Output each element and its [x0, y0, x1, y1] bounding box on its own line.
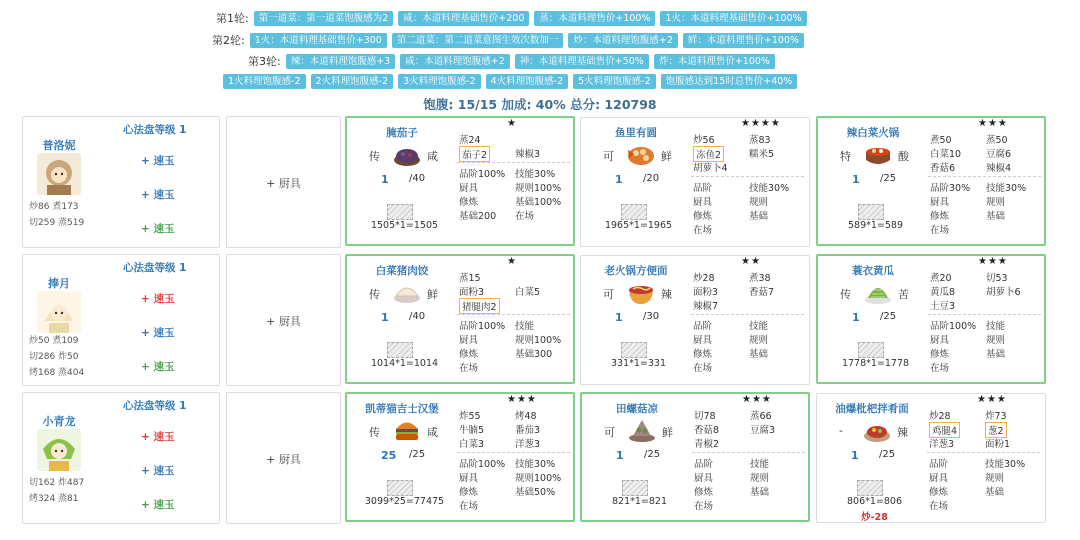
recipe-stars: ★★★: [742, 394, 772, 405]
chef-stats: 切259 蒸519: [29, 218, 85, 228]
recipe-stars: ★★★: [978, 256, 1008, 267]
recipe-requirement: 蒸50: [986, 135, 1008, 146]
recipe-requirement: 香菇7: [749, 287, 775, 298]
recipe-bonus: 修炼: [693, 211, 713, 222]
round-chip: 咸：本道料理饱腹感+2: [400, 54, 510, 69]
add-jade-button[interactable]: + 速玉: [141, 431, 175, 443]
recipe-bonus: 修炼: [459, 487, 479, 498]
add-equipment-button[interactable]: + 厨具: [266, 453, 301, 466]
noodle-icon: [626, 278, 656, 306]
recipe-flavor: 酸: [898, 150, 909, 163]
recipe-price-calc: 1778*1=1778: [841, 358, 910, 369]
recipe-rank: 可: [603, 288, 614, 301]
recipe-requirement: 炒56: [693, 135, 715, 146]
recipe-bonus: 品阶30%: [930, 183, 971, 194]
recipe-placeholder-image: [622, 480, 648, 496]
recipe-limit: /20: [643, 173, 660, 184]
recipe-limit: /30: [643, 311, 660, 322]
recipe-bonus: 技能30%: [515, 169, 556, 180]
recipe-requirement: 蒸66: [750, 411, 772, 422]
recipe-bonus: 在场: [930, 225, 950, 236]
round-chip: 1火：本道料理基础售价+300: [250, 33, 387, 48]
recipe-requirement: 蒸24: [459, 135, 481, 146]
recipe-requirement: 辣椒3: [515, 149, 541, 160]
chef-stats: 炒86 煮173: [29, 202, 79, 212]
recipe-name[interactable]: 腌茄子: [386, 127, 418, 139]
chef-stats: 切162 炸487: [29, 478, 85, 488]
pickled-eggplant-icon: [392, 140, 422, 168]
recipe-bonus: 技能: [515, 321, 535, 332]
chef-avatar[interactable]: [37, 153, 81, 195]
hotpot-icon: [863, 140, 893, 168]
recipe-bonus: 修炼: [694, 487, 714, 498]
recipe-requirement: 辣椒7: [693, 301, 719, 312]
fried-noodle-icon: [862, 416, 892, 444]
recipe-quantity[interactable]: 1: [616, 449, 624, 462]
recipe-requirement: 面粉3: [693, 287, 719, 298]
recipe-card[interactable]: [816, 254, 1046, 384]
recipe-divider: [692, 452, 805, 453]
recipe-requirement: 香菇8: [694, 425, 720, 436]
add-equipment-button[interactable]: + 厨具: [266, 315, 301, 328]
recipe-stars: ★: [507, 118, 517, 129]
recipe-rank: 传: [840, 288, 851, 301]
round-chip: 1火料理饱腹感-2: [223, 74, 306, 89]
recipe-requirement: 葱2: [985, 422, 1007, 438]
burger-icon: [392, 416, 422, 444]
add-jade-button[interactable]: + 速玉: [141, 327, 175, 339]
recipe-requirement: 煮50: [930, 135, 952, 146]
recipe-bonus: 基础: [749, 349, 769, 360]
recipe-bonus: 在场: [930, 363, 950, 374]
recipe-limit: /40: [409, 173, 426, 184]
chef-stats: 炒50 煮109: [29, 336, 79, 346]
recipe-bonus: 厨具: [459, 473, 479, 484]
recipe-bonus: 基础50%: [515, 487, 556, 498]
chef-stats: 烤168 蒸404: [29, 368, 85, 378]
recipe-divider: [691, 314, 804, 315]
recipe-price-calc: 3099*25=77475: [364, 496, 445, 507]
chef-card: [22, 392, 220, 524]
skill-disk-level[interactable]: 心法盘等级 1: [123, 400, 187, 412]
recipe-flavor: 鲜: [662, 426, 673, 439]
recipe-requirement: 洋葱3: [515, 439, 541, 450]
recipe-bonus: 在场: [929, 501, 949, 512]
fish-ball-icon: [626, 140, 656, 168]
round-row: [216, 10, 807, 26]
recipe-requirement: 豆腐3: [750, 425, 776, 436]
recipe-bonus: 修炼: [929, 487, 949, 498]
recipe-price-calc: 821*1=821: [611, 496, 668, 507]
recipe-requirement: 蒸15: [459, 273, 481, 284]
recipe-quantity[interactable]: 1: [851, 449, 859, 462]
recipe-stars: ★★★: [978, 118, 1008, 129]
recipe-bonus: 技能30%: [986, 183, 1027, 194]
recipe-bonus: 基础: [985, 487, 1005, 498]
recipe-divider: [457, 314, 570, 315]
snail-icon: [627, 416, 657, 444]
recipe-name[interactable]: 鱼里有圆: [615, 127, 657, 139]
recipe-bonus: 厨具: [459, 183, 479, 194]
chef-card: [22, 116, 220, 248]
recipe-bonus: 技能30%: [985, 459, 1026, 470]
recipe-limit: /40: [409, 311, 426, 322]
round-chip: 神：本道料理基础售价+50%: [515, 54, 649, 69]
recipe-limit: /25: [880, 173, 897, 184]
recipe-bonus: 规则: [749, 197, 769, 208]
recipe-bonus: 基础200: [459, 211, 497, 222]
recipe-name[interactable]: 蓑衣黄瓜: [852, 265, 894, 277]
recipe-quantity[interactable]: 1: [852, 173, 860, 186]
equipment-slot[interactable]: [226, 254, 341, 386]
recipe-bonus: 技能: [986, 321, 1006, 332]
recipe-placeholder-image: [387, 480, 413, 496]
recipe-requirement: 辣椒4: [986, 163, 1012, 174]
round-row: [248, 53, 775, 69]
recipe-penalty: 炒-28: [861, 512, 888, 523]
round-chip: 咸：本道料理基础售价+200: [398, 11, 529, 26]
recipe-bonus: 技能: [750, 459, 770, 470]
equipment-slot[interactable]: [226, 392, 341, 524]
round-label: 第1轮:: [216, 12, 249, 25]
recipe-bonus: 厨具: [693, 335, 713, 346]
recipe-bonus: 基础: [749, 211, 769, 222]
recipe-quantity[interactable]: 1: [852, 311, 860, 324]
recipe-requirement: 茄子2: [459, 146, 490, 162]
recipe-placeholder-image: [387, 342, 413, 358]
recipe-flavor: 鲜: [427, 288, 438, 301]
recipe-bonus: 在场: [459, 501, 479, 512]
recipe-price-calc: 589*1=589: [847, 220, 904, 231]
recipe-rank: 传: [369, 426, 380, 439]
recipe-card[interactable]: [345, 254, 575, 384]
recipe-requirement: 胡萝卜6: [986, 287, 1021, 298]
round-chip: 辣：本道料理饱腹感+3: [286, 54, 396, 69]
recipe-bonus: 基础: [986, 211, 1006, 222]
recipe-bonus: 规则: [986, 335, 1006, 346]
cucumber-icon: [863, 278, 893, 306]
recipe-placeholder-image: [858, 342, 884, 358]
add-equipment-button[interactable]: + 厨具: [266, 177, 301, 190]
recipe-name[interactable]: 老火锅方便面: [604, 265, 668, 277]
equipment-slot[interactable]: [226, 116, 341, 248]
recipe-stars: ★: [507, 256, 517, 267]
recipe-card[interactable]: [345, 116, 575, 246]
recipe-requirement: 切53: [986, 273, 1008, 284]
round-label: 第3轮:: [248, 55, 281, 68]
recipe-rank: 传: [369, 150, 380, 163]
recipe-stars: ★★★: [977, 394, 1007, 405]
recipe-flavor: 鲜: [661, 150, 672, 163]
recipe-rank: 特: [840, 150, 851, 163]
recipe-bonus: 厨具: [930, 197, 950, 208]
recipe-divider: [457, 162, 570, 163]
recipe-requirement: 牛腩5: [459, 425, 485, 436]
recipe-card[interactable]: [580, 255, 810, 385]
add-jade-button[interactable]: + 速玉: [141, 155, 175, 167]
recipe-bonus: 基础300: [515, 349, 553, 360]
recipe-quantity[interactable]: 1: [615, 311, 623, 324]
recipe-flavor: 苦: [898, 288, 909, 301]
add-jade-button[interactable]: + 速玉: [141, 499, 175, 511]
recipe-requirement: 烤48: [515, 411, 537, 422]
recipe-requirement: 煮38: [749, 273, 771, 284]
recipe-bonus: 厨具: [459, 335, 479, 346]
recipe-price-calc: 1965*1=1965: [604, 220, 673, 231]
round-chip: 5火料理饱腹感-2: [573, 74, 656, 89]
recipe-requirement: 炒28: [929, 411, 951, 422]
recipe-name[interactable]: 凯蒂猫吉士汉堡: [365, 403, 439, 415]
recipe-bonus: 规则: [986, 197, 1006, 208]
recipe-bonus: 品阶: [693, 321, 713, 332]
recipe-card[interactable]: [580, 392, 810, 522]
chef-stats: 切286 炸50: [29, 352, 79, 362]
recipe-bonus: 修炼: [930, 211, 950, 222]
recipe-requirement: 白菜10: [930, 149, 962, 160]
recipe-bonus: 规则: [750, 473, 770, 484]
chef-stats: 烤324 蒸81: [29, 494, 79, 504]
recipe-quantity[interactable]: 25: [381, 449, 397, 462]
recipe-requirement: 青椒2: [694, 439, 720, 450]
recipe-limit: /25: [644, 449, 661, 460]
recipe-placeholder-image: [857, 480, 883, 496]
recipe-name[interactable]: 白菜猪肉饺: [375, 265, 429, 277]
add-jade-button[interactable]: + 速玉: [141, 223, 175, 235]
recipe-divider: [691, 176, 804, 177]
recipe-requirement: 洋葱3: [929, 439, 955, 450]
recipe-rank: 传: [369, 288, 380, 301]
recipe-limit: /25: [880, 311, 897, 322]
recipe-name[interactable]: 辣白菜火锅: [846, 127, 900, 139]
recipe-quantity[interactable]: 1: [615, 173, 623, 186]
round-chip: 蒸：本道料理售价+100%: [534, 11, 655, 26]
round-chip: 第一道菜：第一道菜饱腹感为2: [254, 11, 394, 26]
recipe-card[interactable]: [816, 393, 1046, 523]
chef-avatar[interactable]: [37, 291, 81, 333]
recipe-requirement: 黄瓜8: [930, 287, 956, 298]
recipe-card[interactable]: [345, 392, 575, 522]
recipe-price-calc: 806*1=806: [846, 496, 903, 507]
chef-name[interactable]: 小青龙: [42, 415, 76, 428]
recipe-requirement: 豆腐6: [986, 149, 1012, 160]
recipe-divider: [927, 452, 1040, 453]
recipe-card[interactable]: [580, 117, 810, 247]
skill-disk-level[interactable]: 心法盘等级 1: [123, 124, 187, 136]
recipe-price-calc: 1505*1=1505: [370, 220, 439, 231]
skill-disk-level[interactable]: 心法盘等级 1: [123, 262, 187, 274]
dumpling-icon: [392, 278, 422, 306]
chef-card: [22, 254, 220, 386]
recipe-bonus: 厨具: [929, 473, 949, 484]
recipe-bonus: 在场: [693, 363, 713, 374]
recipe-bonus: 厨具: [694, 473, 714, 484]
recipe-bonus: 技能30%: [749, 183, 790, 194]
round-chip: 炒：本道料理饱腹感+2: [568, 33, 678, 48]
recipe-flavor: 辣: [897, 426, 908, 439]
recipe-requirement: 鸡腿4: [929, 422, 960, 438]
recipe-bonus: 品阶100%: [459, 459, 506, 470]
recipe-bonus: 规则100%: [515, 183, 562, 194]
recipe-bonus: 规则100%: [515, 473, 562, 484]
recipe-bonus: 规则: [985, 473, 1005, 484]
round-label: 第2轮:: [212, 34, 245, 47]
recipe-bonus: 厨具: [930, 335, 950, 346]
recipe-placeholder-image: [621, 204, 647, 220]
recipe-requirement: 糯米5: [749, 149, 775, 160]
recipe-price-calc: 331*1=331: [610, 358, 667, 369]
recipe-bonus: 品阶100%: [459, 169, 506, 180]
chef-avatar[interactable]: [37, 429, 81, 471]
round-chip: 4火料理饱腹感-2: [486, 74, 569, 89]
round-chip: 1火：本道料理基础售价+100%: [660, 11, 806, 26]
round-row: [223, 74, 797, 89]
recipe-bonus: 规则: [749, 335, 769, 346]
recipe-bonus: 修炼: [693, 349, 713, 360]
recipe-placeholder-image: [858, 204, 884, 220]
recipe-bonus: 品阶100%: [930, 321, 977, 332]
chef-name[interactable]: 捧月: [48, 277, 70, 290]
recipe-requirement: 蒸83: [749, 135, 771, 146]
recipe-bonus: 修炼: [930, 349, 950, 360]
recipe-requirement: 猪腿肉2: [459, 298, 500, 314]
round-row: [212, 32, 804, 48]
recipe-price-calc: 1014*1=1014: [370, 358, 439, 369]
round-chip: 3火料理饱腹感-2: [398, 74, 481, 89]
recipe-requirement: 土豆3: [930, 301, 956, 312]
recipe-bonus: 厨具: [693, 197, 713, 208]
round-chip: 2火料理饱腹感-2: [311, 74, 394, 89]
recipe-stars: ★★★★: [741, 118, 781, 129]
round-chip: 饱腹感达到15时总售价+40%: [661, 74, 798, 89]
recipe-quantity[interactable]: 1: [381, 311, 389, 324]
round-chip: 炸：本道料理售价+100%: [654, 54, 775, 69]
recipe-quantity[interactable]: 1: [381, 173, 389, 186]
recipe-requirement: 炒28: [693, 273, 715, 284]
recipe-bonus: 修炼: [459, 349, 479, 360]
recipe-placeholder-image: [387, 204, 413, 220]
recipe-bonus: 在场: [693, 225, 713, 236]
recipe-bonus: 在场: [694, 501, 714, 512]
summary-line: 饱腹: 15/15 加成: 40% 总分: 120798: [423, 97, 657, 112]
recipe-bonus: 在场: [459, 363, 479, 374]
recipe-flavor: 咸: [427, 150, 438, 163]
recipe-rank: 可: [603, 150, 614, 163]
recipe-bonus: 品阶: [929, 459, 949, 470]
recipe-flavor: 辣: [661, 288, 672, 301]
recipe-requirement: 冻鱼2: [693, 146, 724, 162]
recipe-bonus: 品阶: [693, 183, 713, 194]
recipe-bonus: 基础: [750, 487, 770, 498]
recipe-stars: ★★: [741, 256, 761, 267]
recipe-stars: ★★★: [507, 394, 537, 405]
add-jade-button[interactable]: + 速玉: [141, 465, 175, 477]
recipe-card[interactable]: [816, 116, 1046, 246]
recipe-divider: [928, 176, 1041, 177]
recipe-divider: [457, 452, 570, 453]
recipe-rank: -: [839, 424, 843, 437]
recipe-bonus: 修炼: [459, 197, 479, 208]
recipe-limit: /25: [409, 449, 426, 460]
recipe-bonus: 规则100%: [515, 335, 562, 346]
recipe-bonus: 技能30%: [515, 459, 556, 470]
recipe-requirement: 白菜5: [515, 287, 541, 298]
add-jade-button[interactable]: + 速玉: [141, 189, 175, 201]
add-jade-button[interactable]: + 速玉: [141, 293, 175, 305]
recipe-requirement: 炸55: [459, 411, 481, 422]
recipe-requirement: 胡萝卜4: [693, 163, 728, 174]
round-chip: 鲜：本道料理售价+100%: [683, 33, 804, 48]
recipe-requirement: 切78: [694, 411, 716, 422]
recipe-divider: [928, 314, 1041, 315]
recipe-bonus: 品阶100%: [459, 321, 506, 332]
chef-name[interactable]: 普洛妮: [42, 139, 76, 152]
recipe-bonus: 技能: [749, 321, 769, 332]
recipe-requirement: 炸73: [985, 411, 1007, 422]
recipe-requirement: 香菇6: [930, 163, 956, 174]
recipe-flavor: 咸: [427, 426, 438, 439]
recipe-bonus: 基础: [986, 349, 1006, 360]
recipe-placeholder-image: [621, 342, 647, 358]
recipe-requirement: 煮20: [930, 273, 952, 284]
recipe-bonus: 在场: [515, 211, 535, 222]
recipe-name[interactable]: 油爆枇杷拌肴面: [835, 403, 909, 415]
add-jade-button[interactable]: + 速玉: [141, 361, 175, 373]
recipe-limit: /25: [879, 449, 896, 460]
recipe-requirement: 白菜3: [459, 439, 485, 450]
round-chip: 第二道菜：第二道菜意图生效次数加一: [392, 33, 564, 48]
recipe-rank: 可: [604, 426, 615, 439]
recipe-requirement: 番茄3: [515, 425, 541, 436]
recipe-name[interactable]: 田螺菇凉: [616, 403, 658, 415]
recipe-requirement: 面粉3: [459, 287, 485, 298]
recipe-bonus: 品阶: [694, 459, 714, 470]
recipe-bonus: 基础100%: [515, 197, 562, 208]
recipe-requirement: 面粉1: [985, 439, 1011, 450]
